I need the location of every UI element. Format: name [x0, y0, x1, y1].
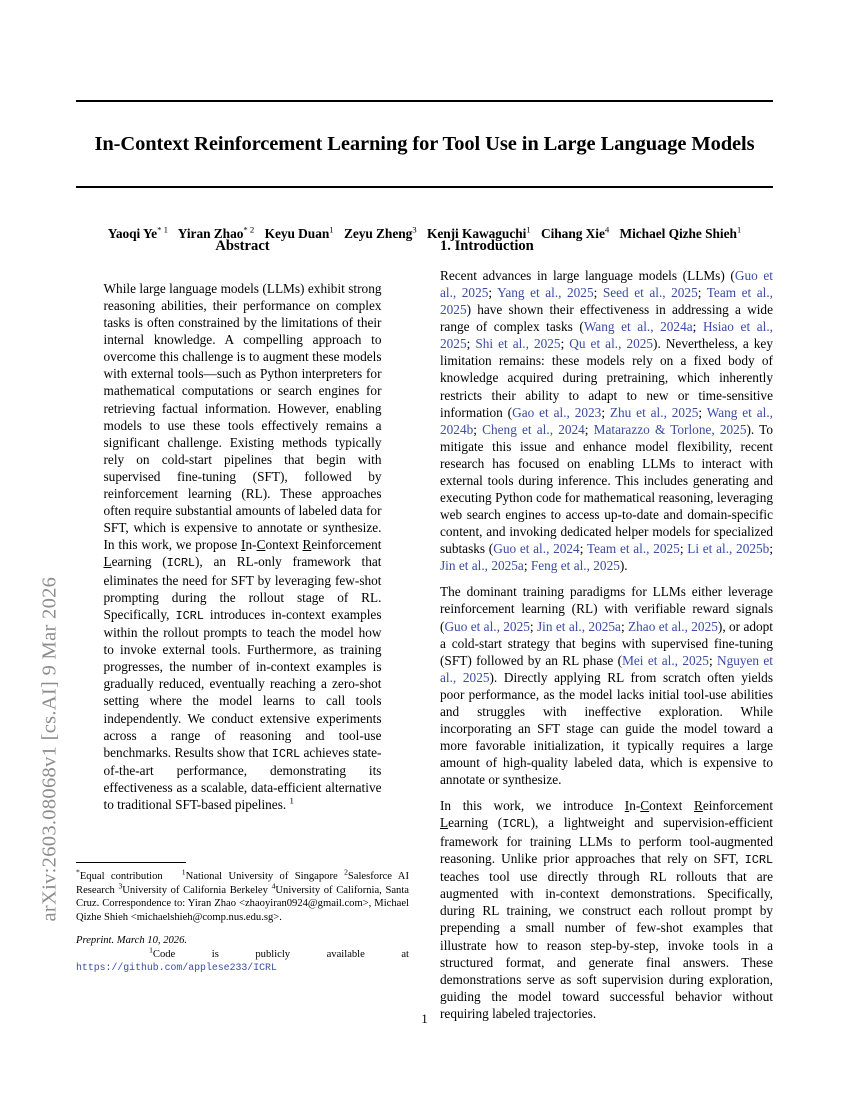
intro-paragraph-3 [440, 797, 773, 1022]
text-run: teaches tool use directly through RL rollouts that are augmented with in-context demonstrations. Specifically, during RL training, we construct each rollout prompt by prepending a small number of few-shot examples that illustrate how to reason step-by-step, invoke tools in a structured format, and generate final answers. These demonstrations serve as soft supervision during exploration, guiding the model toward successful behavior without requiring labeled trajectories. [440, 869, 773, 1021]
footnote-block [76, 862, 409, 975]
text-run: ; [769, 541, 774, 557]
text-run: ). To mitigate this issue and enhance model flexibility, recent research has focused on enabling LLMs to interact with external tools during inference. This includes generating and executing Python code for mathematical reasoning, leveraging web search engines to access up-to-date and domain-specific content, and invoking dedicated helper models for specialized subtasks ( [440, 421, 773, 557]
intro-paragraph-1 [440, 267, 773, 574]
affil-marker-3: 3 [118, 881, 123, 891]
text-run: ; [529, 618, 537, 634]
code-footnote-text: Code is publicly available at [152, 948, 410, 960]
affil-text-3: University of California Berkeley [122, 884, 268, 896]
citation-link[interactable]: Zhao et al., 2025 [628, 618, 718, 634]
arxiv-stamp [0, 0, 62, 1100]
citation-link[interactable]: Team et al., 2025 [586, 541, 680, 557]
citation-link[interactable]: Wang et al., 2024b [440, 404, 773, 437]
text-run: The dominant training paradigms for LLMs either leverage reinforcement learning (RL) with verifiable reward signals ( [440, 584, 773, 634]
affil-text-1: National University of Singapore [185, 871, 338, 883]
column-left [76, 238, 409, 813]
equal-contribution-marker: * [76, 867, 80, 877]
abstract-underline-c: C [256, 537, 266, 553]
page-title: In-Context Reinforcement Learning for Tool Use in Large Language Models [94, 132, 755, 155]
page-number: 1 [421, 1012, 428, 1026]
text-run: ; [620, 618, 629, 634]
author-affil-marks: 3 [412, 224, 417, 235]
acronym-icrl: ICRL [175, 608, 204, 623]
citation-link[interactable]: Feng et al., 2025 [530, 558, 620, 574]
citation-link[interactable]: Guo et al., 2024 [493, 541, 580, 557]
intro-underline-c: C [640, 798, 650, 814]
affil-text-4: University of California, Santa Cruz. Correspondence to: Yiran Zhao <zhaoyiran0924@gmail.com>, Michael Qizhe Shieh <michaelshieh@comp.nus.edu.sg>. [76, 884, 409, 923]
text-run: ; [466, 336, 476, 352]
author-name: Cihang Xie [540, 226, 605, 242]
equal-contribution-text: Equal contribution [79, 871, 163, 883]
acronym-icrl: ICRL [744, 852, 773, 867]
introduction-heading: 1. Introduction [440, 238, 534, 254]
footnote-rule [76, 862, 186, 863]
text-run: ; [488, 285, 498, 301]
abstract-part-4: introduces in-context examples within the rollout prompts to teach the model how to invoke external tools. Furthermore, as training progresses, the number of in-context examples is gradually reduced, eventually reaching a zero-shot setting where the model learns to call tools independently. We conduct extensive experiments across a range of reasoning and tool-use benchmarks. Results show that [103, 606, 382, 760]
intro-paragraph-2 [440, 583, 773, 788]
affil-marker-2: 2 [344, 867, 348, 877]
citation-link[interactable]: Cheng et al., 2024 [482, 421, 585, 437]
author-affil-marks: * 1 [157, 224, 168, 235]
citation-link[interactable]: Mei et al., 2025 [622, 652, 709, 668]
text-run: ontext [649, 798, 694, 814]
text-run: ; [708, 652, 717, 668]
author-affil-marks: 4 [604, 224, 610, 235]
arxiv-stamp-text: arXiv:2603.08068v1 [cs.AI] 9 Mar 2026 [38, 576, 61, 922]
abstract-part-3: ), an RL-only framework that eliminates the need for SFT by leveraging few-shot prompting during the rollout stage of RL. Specifically, [103, 554, 382, 622]
abstract-heading: Abstract [215, 238, 270, 254]
author-name: Kenji Kawaguchi [426, 226, 527, 242]
author-affil-marks: 1 [329, 224, 334, 235]
title-rule-top [76, 100, 773, 102]
acronym-icrl: ICRL [166, 556, 195, 571]
author-name: Yiran Zhao [177, 226, 244, 242]
abstract-term-rest-2: ontext [265, 537, 303, 553]
citation-link[interactable]: Guo et al., 2025 [440, 268, 773, 301]
citation-link[interactable]: Nguyen et al., 2025 [440, 652, 773, 685]
paper-page [76, 0, 773, 1100]
code-availability-footnote [76, 945, 410, 975]
abstract-term-rest-1: n- [245, 537, 257, 553]
citation-link[interactable]: Guo et al., 2025 [444, 618, 530, 634]
intro-underline-i: I [624, 798, 630, 814]
author-affil-marks: 1 [526, 224, 531, 235]
text-run: ; [698, 404, 707, 420]
author-affil-marks: * 2 [243, 224, 255, 235]
citation-link[interactable]: Zhu et al., 2025 [609, 404, 699, 420]
text-run: earning [448, 815, 488, 831]
acronym-icrl: ICRL [502, 817, 531, 832]
text-run: ), or adopt a cold-start strategy that begins with supervised fine-tuning (SFT) followed by an RL phase ( [440, 618, 774, 668]
text-run: ; [584, 421, 594, 437]
text-run: ) have shown their effectiveness in addressing a wide range of complex tasks ( [440, 302, 773, 335]
citation-link[interactable]: Gao et al., 2023 [512, 404, 602, 420]
abstract-part-5: achieves state-of-the-art performance, demonstrating its effectiveness as a scalable, data-efficient alternative to traditional SFT-based pipelines. [103, 744, 382, 813]
citation-link[interactable]: Matarazzo & Torlone, 2025 [593, 421, 747, 437]
text-run: n- [629, 798, 641, 814]
intro-underline-r: R [694, 798, 703, 814]
author-name: Yaoqi Ye [107, 226, 158, 242]
abstract-part-1: While large language models (LLMs) exhibit strong reasoning abilities, their performance on complex tasks is often constrained by the limitations of their internal knowledge. A compelling approach to overcome this challenge is to augment these models with external tools—such as Python interpreters for mathematical computations or search engines for retrieving factual information. However, enabling models to use these tools effectively remains a significant challenge. Existing methods typically rely on cold-start pipelines that begin with supervised fine-tuning (SFT), followed by reinforcement learning (RL). These approaches often require substantial amounts of labeled data for SFT, which is expensive to annotate or synthesize. In this work, we propose [103, 281, 382, 553]
abstract-text [104, 280, 382, 813]
intro-underline-l: L [440, 815, 449, 831]
text-run: ; [679, 541, 688, 557]
text-run: ), a lightweight and supervision-efficient framework for training LLMs to perform tool-augmented reasoning. Unlike prior approaches that rely on SFT, [440, 815, 773, 866]
preprint-notice: Preprint. March 10, 2026. [76, 935, 188, 947]
abstract-footnote-marker: 1 [289, 795, 294, 806]
affil-marker-4: 4 [271, 881, 276, 891]
citation-link[interactable]: Qu et al., 2025 [569, 336, 654, 352]
text-run: ( [488, 815, 503, 831]
citation-link[interactable]: Shi et al., 2025 [475, 336, 561, 352]
text-run: In this work, we introduce [440, 798, 625, 814]
citation-link[interactable]: Wang et al., 2024a [583, 319, 693, 335]
citation-link[interactable]: Seed et al., 2025 [602, 285, 698, 301]
abstract-term-rest-3: einforcement [311, 537, 382, 553]
citation-link[interactable]: Team et al., 2025 [440, 285, 773, 318]
text-run: ; [579, 541, 587, 557]
citation-link[interactable]: Jin et al., 2025a [440, 558, 524, 574]
citation-link[interactable]: Li et al., 2025b [687, 541, 770, 557]
citation-link[interactable]: Jin et al., 2025a [536, 618, 621, 634]
affil-marker-1: 1 [181, 867, 186, 877]
code-repository-link[interactable]: https://github.com/applese233/ICRL [76, 962, 277, 974]
author-name: Zeyu Zheng [343, 226, 413, 242]
text-run: einforcement [702, 798, 774, 814]
acronym-icrl: ICRL [271, 746, 301, 761]
text-run: ; [560, 336, 570, 352]
text-run: ). [619, 558, 628, 574]
text-run: ; [692, 319, 703, 335]
text-run: ; [697, 285, 707, 301]
citation-link[interactable]: Yang et al., 2025 [497, 285, 594, 301]
abstract-underline-i: I [241, 537, 246, 553]
affiliations-footnote [76, 867, 409, 924]
abstract-part-2: ( [151, 554, 167, 570]
text-run: ). Nevertheless, a key limitation remains: these models rely on a fixed body of knowledge acquired during pretraining, which inherently restricts their ability to adapt to new or time-sensitive information ( [440, 336, 773, 420]
text-run: ; [593, 285, 603, 301]
text-run: Recent advances in large language models (LLMs) ( [440, 268, 735, 283]
title-rule-bottom [76, 186, 773, 188]
text-run: ; [473, 421, 483, 437]
citation-link[interactable]: Hsiao et al., 2025 [440, 319, 773, 352]
text-run: ). Directly applying RL from scratch often yields poor performance, as the model lacks initial tool-use abilities and struggles with ineffective exploration. While incorporating an SFT stage can guide the model toward a more favorable initialization, it typically requires a large amount of high-quality labeled data, which is expensive to annotate or synthesize. [440, 669, 773, 788]
text-run: ; [523, 558, 531, 574]
abstract-underline-l: L [103, 554, 112, 570]
author-name: Michael Qizhe Shieh [619, 226, 737, 242]
author-affil-marks: 1 [736, 224, 742, 235]
column-right [440, 238, 773, 1022]
text-run: ; [601, 404, 610, 420]
affil-text-2: Salesforce AI Research [76, 871, 409, 896]
author-name: Keyu Duan [264, 226, 330, 242]
abstract-underline-r: R [302, 537, 312, 553]
code-footnote-marker: 1 [149, 945, 153, 955]
abstract-term-rest-4: earning [111, 554, 152, 570]
